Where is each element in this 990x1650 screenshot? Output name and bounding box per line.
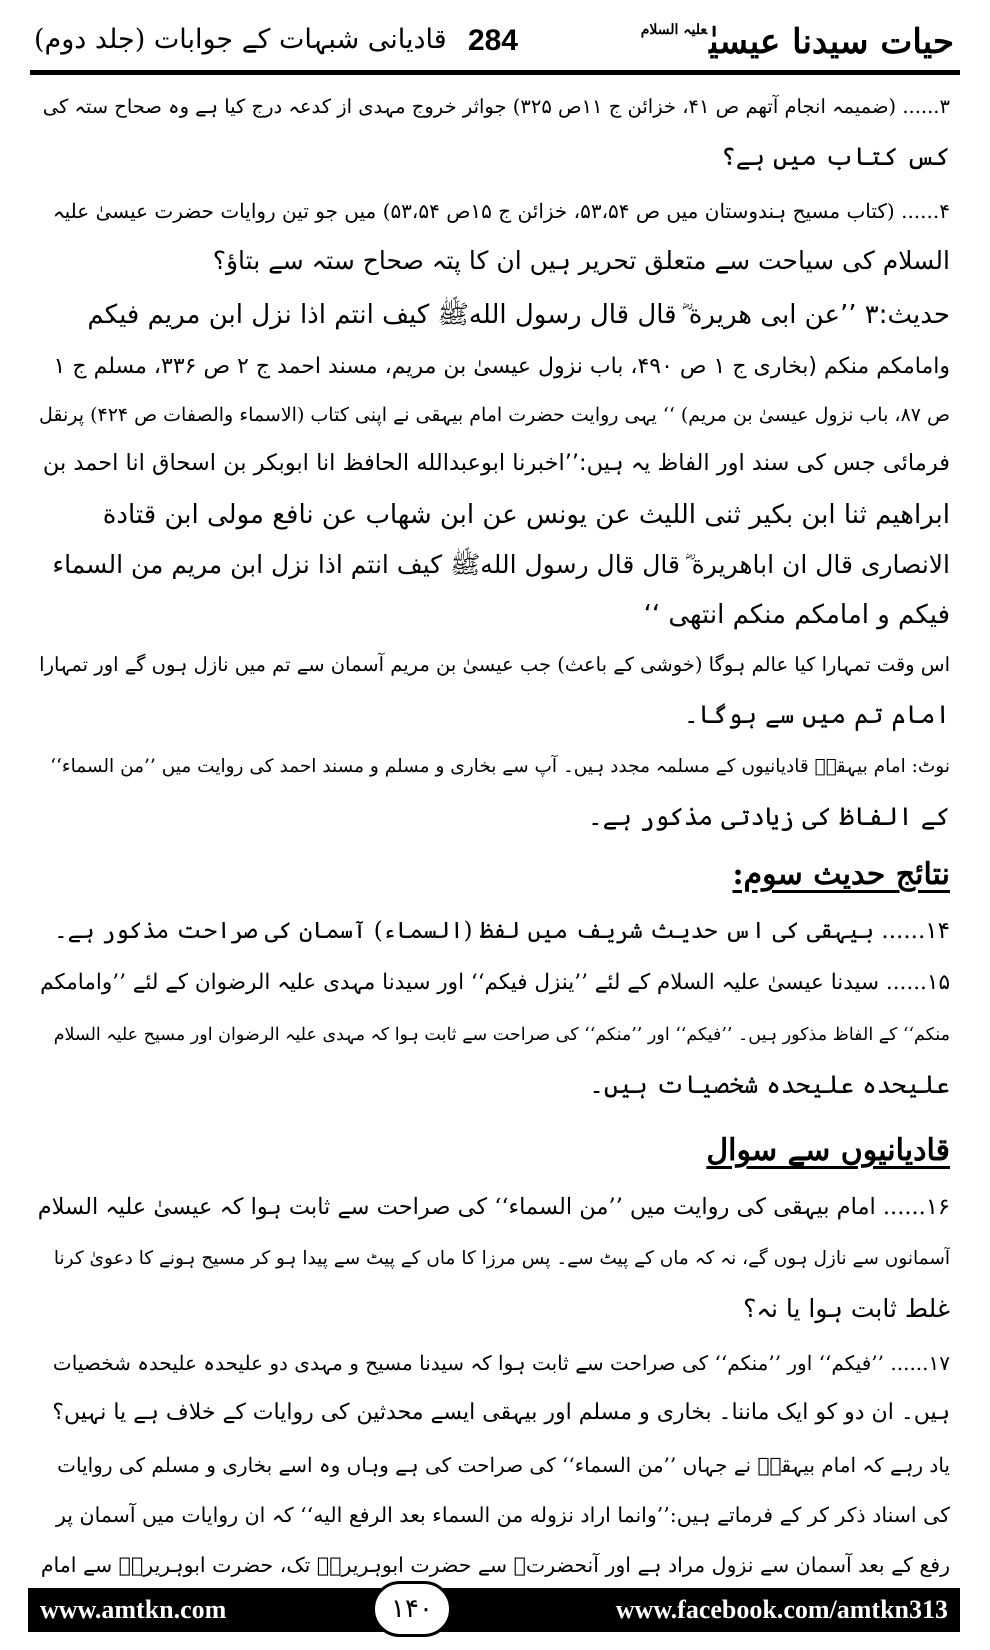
text-line: کس کتاب میں ہے؟ (721, 142, 950, 171)
hadith-line: وامامكم منكم (بخاری ج ۱ ص ۴۹۰، باب نزول عیسیٰ بن مریم، مسند احمد ج ۲ ص ۳۳۶، مسلم ج ۱ (53, 354, 950, 379)
book-title-text: حیات سیدنا عیسیٰ (709, 22, 954, 62)
text-line: ۴...... (کتاب مسیح ہندوستان میں ص ۵۳،۵۴، خزائن ج ۱۵ص ۵۳،۵۴) میں جو تین روایات حضرت عیسیٰ علیہ (52, 199, 950, 223)
text-line: منکم‘‘ کے الفاظ مذکور ہیں۔ ’’فیکم‘‘ اور ’’منکم‘‘ کی صراحت سے ثابت ہوا کہ مہدی علیہ الرضوان اور مسیح علیہ السلام (53, 1025, 950, 1045)
list-item: ۱۵...... سیدنا عیسیٰ علیہ السلام کے لئے ’’ینزل فیکم‘‘ اور سیدنا مہدی علیہ الرضوان کے لئے ’’وامامکم (40, 970, 950, 995)
section-heading-questions: قادیانیوں سے سوال (706, 1133, 950, 1168)
text-line: ہیں۔ ان دو کو ایک ماننا۔ بخاری و مسلم اور بیہقی ایسے محدثین کی روایات کے خلاف ہے یا نہیں؟ (52, 1400, 950, 1425)
text-line: اس وقت تمہارا کیا عالم ہوگا (خوشی کے باعث) جب عیسیٰ بن مریم آسمان سے تم میں نازل ہوں گے اور تمہارا (39, 653, 950, 676)
text-line: غلط ثابت ہوا یا نہ؟ (743, 1294, 950, 1323)
text-line: ۳...... (ضمیمہ انجام آتھم ص ۴۱، خزائن ج ۱۱ص ۳۲۵) جواثر خروج مہدی از کدعہ درج کیا ہے وہ صحاح ستہ کی (42, 95, 950, 118)
footer-facebook: www.facebook.com/amtkn313 (615, 1595, 948, 1624)
footer-website: www.amtkn.com (40, 1595, 227, 1624)
list-item: ۱۶...... امام بیہقی کی روایت میں ’’من السماء‘‘ کی صراحت سے ثابت ہوا کہ عیسیٰ علیہ السلام (38, 1194, 950, 1220)
text-line: آسمانوں سے نازل ہوں گے، نہ کہ ماں کے پیٹ سے۔ پس مرزا کا ماں کے پیٹ سے پیدا ہو کر مسیح ہونے کا دعویٰ کرنا (53, 1248, 950, 1269)
text-line: علیحدہ علیحدہ شخصیات ہیں۔ (589, 1070, 950, 1099)
text-line: امام تم میں سے ہوگا۔ (683, 700, 950, 729)
text-line: ص ۸۷، باب نزول عیسیٰ بن مریم) ‘‘ یہی روایت حضرت امام بیہقی نے اپنی کتاب (الاسماء والصفات ص ۴۲۴) پرنقل (38, 404, 950, 426)
text-line: کی اسناد ذکر کر کے فرماتے ہیں:’’وانما اراد نزوله من السماء بعد الرفع اليه‘‘ کہ ان روایات میں آسمان پر (55, 1503, 950, 1527)
text-line: رفع کے بعد آسمان سے نزول مراد ہے اور آنحضرتﷺ سے حضرت ابوہریرہؓ تک، حضرت ابوہریرہؓ سے امام (40, 1553, 950, 1577)
list-item: ۱۷...... ’’فیکم‘‘ اور ’’منکم‘‘ کی صراحت سے ثابت ہوا کہ سیدنا مسیح و مہدی دو علیحدہ علیحدہ شخصیات (52, 1351, 950, 1375)
text-line: یاد رہے کہ امام بیہقیؒ نے جہاں ’’من السماء‘‘ کی صراحت کی ہے وہاں وہ اسے بخاری و مسلم کی روایات (57, 1453, 950, 1477)
header-subtitle: قادیانی شبہات کے جوابات (جلد دوم) (34, 24, 447, 55)
running-header (28, 18, 960, 70)
section-heading-results: نتائج حدیث سوم: (732, 857, 950, 892)
text-line: کے الفاظ کی زیادتی مذکور ہے۔ (588, 802, 950, 831)
hadith-line: حدیث:۳ ’’عن ابی هريرة ؓ قال قال رسول اللهﷺ كيف انتم اذا نزل ابن مريم فيكم (87, 300, 950, 330)
book-honorific: علیہ السلام (640, 22, 708, 38)
hadith-line: الانصارى قال ان اباهريرة ؓ قال قال رسول اللهﷺ كيف انتم اذا نزل ابن مريم من السماء (52, 550, 950, 579)
book-title (641, 22, 954, 62)
hadith-line: ابراهيم ثنا ابن بكير ثنى الليث عن يونس عن ابن شهاب عن نافع مولى ابن قتادة (102, 500, 950, 530)
footer-page-number: ۱۴۰ (372, 1581, 452, 1637)
footer-bar (28, 1588, 960, 1632)
text-line: السلام کی سیاحت سے متعلق تحریر ہیں ان کا پتہ صحاح ستہ سے بتاؤ؟ (212, 246, 950, 275)
list-item: ۱۴...... بیہقی کی اس حدیث شریف میں لفظ (السماء) آسمان کی صراحت مذکور ہے۔ (54, 918, 950, 944)
header-page-number: 284 (467, 24, 518, 57)
header-rule (30, 70, 960, 75)
hadith-line: فيكم و امامكم منكم انتهى ‘‘ (643, 600, 950, 630)
note-line: نوٹ: امام بیہقیؒ قادیانیوں کے مسلمہ مجدد ہیں۔ آپ سے بخاری و مسلم و مسند احمد کی روایت میں ’’من السماء‘‘ (50, 756, 950, 777)
hadith-line: فرمائی جس کی سند اور الفاظ یہ ہیں:’’اخبرنا ابوعبدالله الحافظ انا ابوبكر بن اسحاق انا احمد بن (42, 450, 950, 476)
